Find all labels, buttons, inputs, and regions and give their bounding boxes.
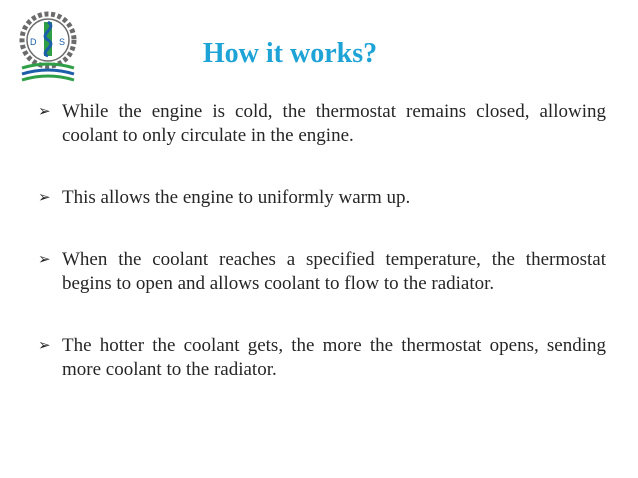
seal-letter-right: S <box>59 37 66 47</box>
bullet-text: While the engine is cold, the thermostat remains closed, allowing coolant to only circulate in the engine. <box>62 101 606 146</box>
arrow-bullet-icon: ➢ <box>38 338 51 354</box>
seal-letter-left: D <box>30 37 37 47</box>
bullet-item <box>38 248 606 296</box>
bullet-item <box>38 100 606 148</box>
bullet-text: When the coolant reaches a specified temperature, the thermostat begins to open and allows coolant to flow to the radiator. <box>62 249 606 294</box>
slide-title: How it works? <box>202 38 378 69</box>
bullet-item <box>38 334 606 382</box>
arrow-bullet-icon: ➢ <box>38 252 51 268</box>
bullet-text: This allows the engine to uniformly warm up. <box>62 187 411 208</box>
bullet-list <box>38 100 606 382</box>
bullet-item <box>38 186 606 210</box>
arrow-bullet-icon: ➢ <box>38 104 51 120</box>
bullet-text: The hotter the coolant gets, the more the thermostat opens, sending more coolant to the radiator. <box>62 335 606 380</box>
arrow-bullet-icon: ➢ <box>38 190 51 206</box>
